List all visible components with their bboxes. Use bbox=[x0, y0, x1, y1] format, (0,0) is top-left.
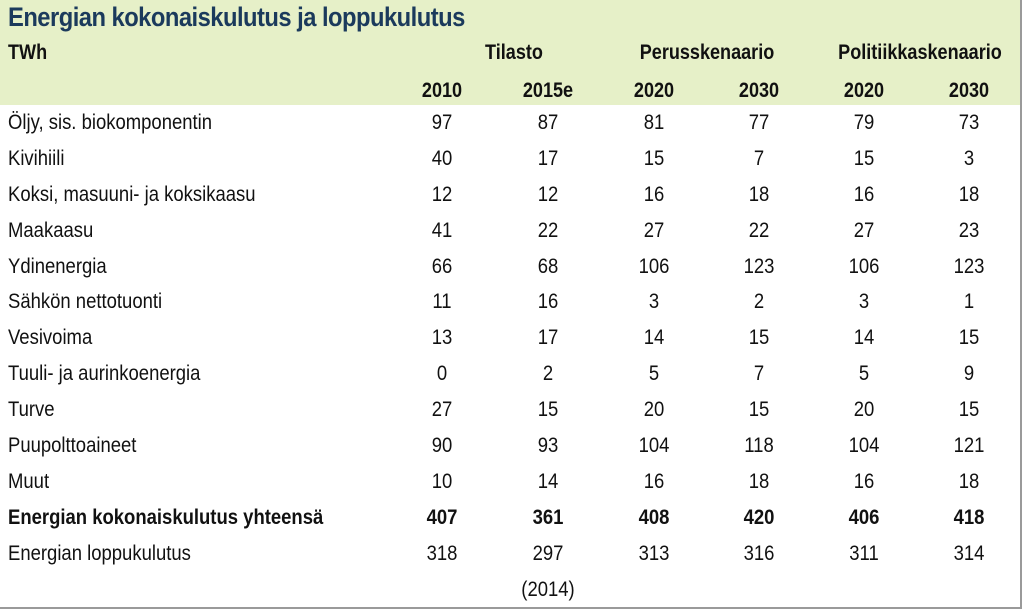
table-cell: 2 bbox=[542, 362, 554, 386]
table-row bbox=[0, 540, 1020, 576]
group-header-statistics: Tilasto bbox=[485, 41, 543, 64]
table-cell: 121 bbox=[953, 434, 985, 458]
row-label: Muut bbox=[8, 469, 50, 493]
table-cell: 2 bbox=[753, 290, 765, 314]
table-row bbox=[0, 253, 1020, 289]
table-cell: 361 bbox=[532, 505, 564, 529]
table-cell: 106 bbox=[848, 254, 880, 278]
year-header: 2030 bbox=[948, 79, 990, 102]
table-cell: 17 bbox=[537, 146, 559, 170]
table-body bbox=[0, 109, 1020, 576]
table-cell: 27 bbox=[431, 398, 453, 422]
year-header: 2020 bbox=[843, 79, 885, 102]
table-row bbox=[0, 145, 1020, 181]
table-cell: 93 bbox=[537, 434, 559, 458]
footnote-year: (2014) bbox=[521, 578, 575, 601]
table-cell: 20 bbox=[643, 398, 665, 422]
row-label: Öljy, sis. biokomponentin bbox=[8, 111, 213, 134]
row-label: Energian loppukulutus bbox=[8, 541, 191, 565]
table-cell: 123 bbox=[953, 254, 985, 278]
table-cell: 1 bbox=[963, 290, 975, 314]
row-label: Tuuli- ja aurinkoenergia bbox=[8, 362, 201, 386]
row-label: Sähkön nettotuonti bbox=[8, 290, 163, 314]
row-label: Turve bbox=[8, 398, 55, 422]
table-cell: 11 bbox=[432, 290, 452, 314]
table-row bbox=[0, 396, 1020, 432]
table-row bbox=[0, 181, 1020, 217]
table-cell: 79 bbox=[853, 111, 875, 134]
table-cell: 7 bbox=[753, 146, 765, 170]
table-cell: 7 bbox=[753, 362, 765, 386]
table-cell: 313 bbox=[638, 541, 670, 565]
table-cell: 3 bbox=[858, 290, 870, 314]
table-cell: 14 bbox=[853, 326, 875, 350]
table-cell: 106 bbox=[638, 254, 670, 278]
table-cell: 27 bbox=[853, 218, 875, 242]
table-cell: 408 bbox=[638, 505, 670, 529]
row-label: Kivihiili bbox=[8, 146, 65, 170]
table-cell: 16 bbox=[643, 469, 665, 493]
table-cell: 22 bbox=[537, 218, 559, 242]
table-cell: 311 bbox=[849, 541, 879, 565]
table-row bbox=[0, 217, 1020, 253]
table-cell: 16 bbox=[853, 469, 875, 493]
table-header bbox=[0, 0, 1020, 105]
table-cell: 15 bbox=[748, 326, 770, 350]
table-cell: 104 bbox=[638, 434, 670, 458]
table-cell: 15 bbox=[537, 398, 559, 422]
table-row bbox=[0, 288, 1020, 324]
table-cell: 27 bbox=[643, 218, 665, 242]
table-cell: 316 bbox=[743, 541, 775, 565]
table-cell: 118 bbox=[744, 434, 774, 458]
group-header-base-scenario: Perusskenaario bbox=[639, 41, 775, 64]
table-cell: 318 bbox=[426, 541, 458, 565]
table-cell: 314 bbox=[953, 541, 985, 565]
table-cell: 18 bbox=[958, 182, 980, 206]
table-cell: 66 bbox=[431, 254, 453, 278]
table-cell: 81 bbox=[643, 111, 665, 134]
table-cell: 14 bbox=[643, 326, 665, 350]
table-cell: 104 bbox=[848, 434, 880, 458]
table-cell: 41 bbox=[431, 218, 453, 242]
table-cell: 18 bbox=[958, 469, 980, 493]
table-cell: 73 bbox=[958, 111, 980, 134]
row-label: Energian kokonaiskulutus yhteensä bbox=[8, 505, 324, 529]
table-cell: 18 bbox=[748, 182, 770, 206]
row-label: Maakaasu bbox=[8, 218, 94, 242]
row-label: Vesivoima bbox=[8, 326, 93, 350]
table-cell: 12 bbox=[431, 182, 453, 206]
table-cell: 20 bbox=[853, 398, 875, 422]
table-cell: 15 bbox=[958, 326, 980, 350]
table-cell: 15 bbox=[748, 398, 770, 422]
table-cell: 16 bbox=[853, 182, 875, 206]
row-label: Koksi, masuuni- ja koksikaasu bbox=[8, 182, 256, 206]
table-cell: 15 bbox=[643, 146, 665, 170]
table-cell: 406 bbox=[848, 505, 880, 529]
table-cell: 22 bbox=[748, 218, 770, 242]
table-cell: 15 bbox=[958, 398, 980, 422]
table-cell: 5 bbox=[858, 362, 870, 386]
table-title: Energian kokonaiskulutus ja loppukulutus bbox=[8, 2, 465, 32]
table-cell: 297 bbox=[532, 541, 564, 565]
table-cell: 77 bbox=[748, 111, 770, 134]
table-row bbox=[0, 468, 1020, 504]
year-header: 2030 bbox=[738, 79, 780, 102]
year-header: 2020 bbox=[633, 79, 675, 102]
table-cell: 16 bbox=[537, 290, 559, 314]
table-cell: 420 bbox=[743, 505, 775, 529]
table-cell: 90 bbox=[431, 434, 453, 458]
table-cell: 9 bbox=[963, 362, 975, 386]
table-cell: 407 bbox=[426, 505, 458, 529]
table-cell: 17 bbox=[537, 326, 559, 350]
row-label: Puupolttoaineet bbox=[8, 434, 137, 458]
table-row bbox=[0, 360, 1020, 396]
unit-label: TWh bbox=[8, 41, 48, 64]
table-cell: 68 bbox=[537, 254, 559, 278]
table-cell: 97 bbox=[431, 111, 453, 134]
table-cell: 3 bbox=[963, 146, 975, 170]
table-cell: 3 bbox=[648, 290, 660, 314]
table-cell: 123 bbox=[743, 254, 775, 278]
table-cell: 40 bbox=[431, 146, 453, 170]
table-cell: 15 bbox=[853, 146, 875, 170]
year-header: 2015e bbox=[522, 79, 574, 102]
total-row bbox=[0, 504, 1020, 540]
table-cell: 10 bbox=[431, 469, 453, 493]
table-cell: 13 bbox=[431, 326, 453, 350]
group-header-policy-scenario: Politiikkaskenaario bbox=[838, 41, 1002, 64]
year-header: 2010 bbox=[421, 79, 463, 102]
row-label: Ydinenergia bbox=[8, 254, 107, 278]
table-cell: 16 bbox=[643, 182, 665, 206]
table-cell: 12 bbox=[537, 182, 559, 206]
table-row bbox=[0, 432, 1020, 468]
table-cell: 23 bbox=[958, 218, 980, 242]
table-row bbox=[0, 109, 1020, 145]
table-cell: 418 bbox=[953, 505, 985, 529]
table-row bbox=[0, 324, 1020, 360]
table-cell: 87 bbox=[537, 111, 559, 134]
table-cell: 14 bbox=[537, 469, 559, 493]
table-cell: 5 bbox=[648, 362, 660, 386]
table-cell: 0 bbox=[436, 362, 448, 386]
table-cell: 18 bbox=[748, 469, 770, 493]
